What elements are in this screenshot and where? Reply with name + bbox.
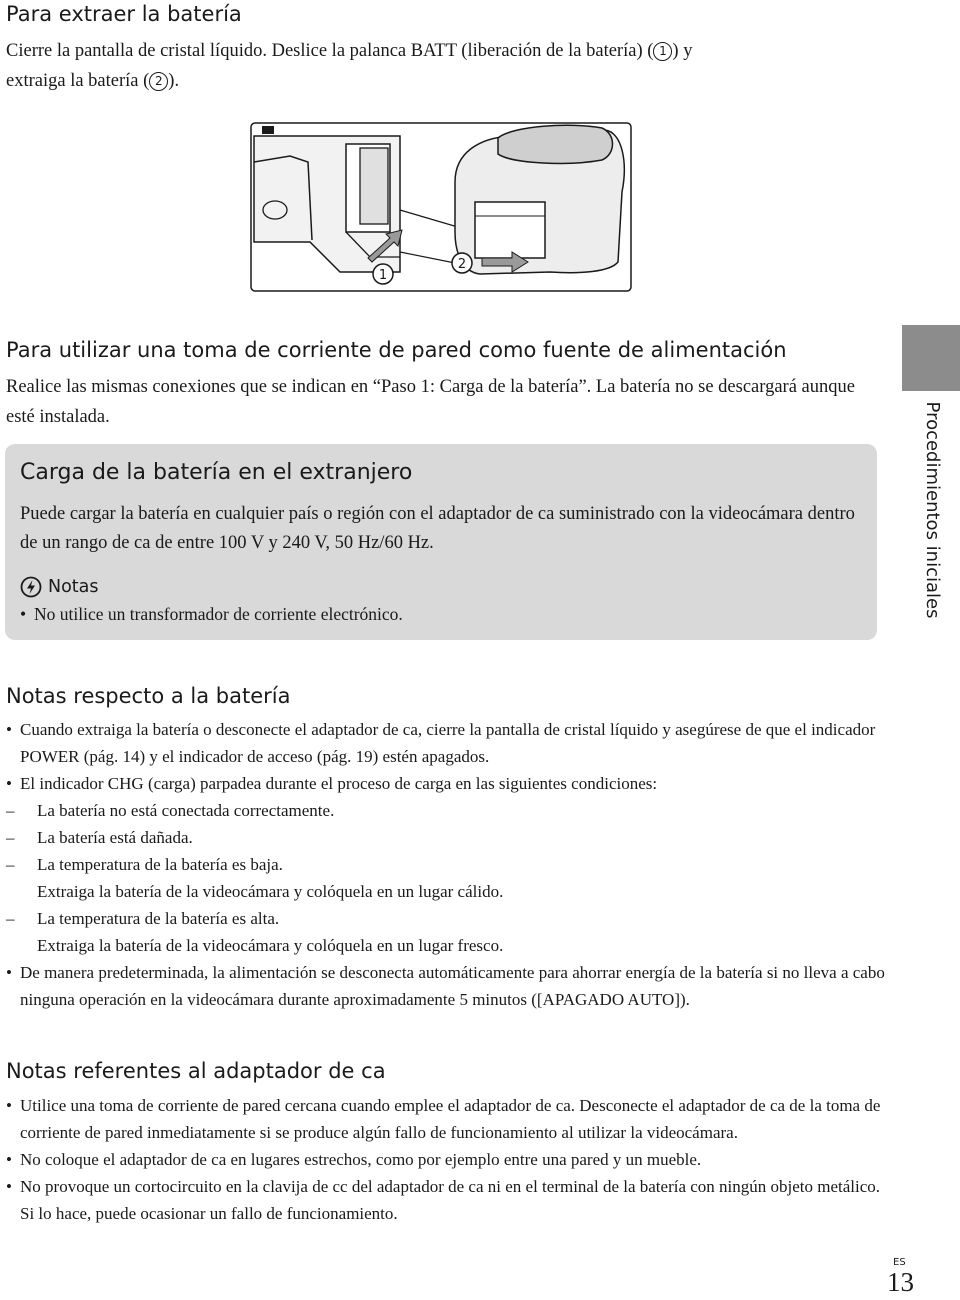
list-item: • No coloque el adaptador de ca en lugares estrechos, como por ejemplo entre una pared y un mueble.	[6, 1150, 702, 1169]
section-title-battery-notes: Notas respecto a la batería	[6, 684, 291, 708]
step-marker-1: 1	[653, 42, 672, 61]
page-number: 13	[887, 1267, 914, 1297]
notes-label: Notas	[48, 577, 99, 597]
overseas-charging-text: Puede cargar la batería en cualquier país o región con el adaptador de ca suministrado con la videocámara dentro de un rango de ca de entre 100 V y 240 V, 50 Hz/60 Hz.	[20, 504, 855, 553]
list-item: • El indicador CHG (carga) parpadea durante el proceso de carga en las siguientes condiciones:	[6, 774, 658, 793]
sub-list-continuation: Extraiga la batería de la videocámara y colóquela en un lugar cálido.	[37, 882, 504, 901]
caution-icon	[20, 576, 42, 598]
figure-callout-2: 2	[457, 257, 467, 272]
battery-notes-list	[6, 716, 891, 1013]
step-marker-2: 2	[149, 72, 168, 91]
sub-list-continuation: Extraiga la batería de la videocámara y colóquela en un lugar fresco.	[37, 936, 504, 955]
list-item: • Cuando extraiga la batería o desconecte el adaptador de ca, cierre la pantalla de cristal líquido y asegúrese de que el indicador POWER (pág. 14) y el indicador de acceso (pág. 19) estén apagados.	[6, 720, 876, 766]
wall-outlet-text: Realice las mismas conexiones que se indican en “Paso 1: Carga de la batería”. La batería no se descargará aunque esté instalada.	[6, 377, 855, 427]
section-title-adapter-notes: Notas referentes al adaptador de ca	[6, 1059, 386, 1083]
battery-removal-illustration	[250, 122, 632, 292]
list-item: • Utilice una toma de corriente de pared cercana cuando emplee el adaptador de ca. Desconecte el adaptador de ca de la toma de corriente de pared inmediatamente si se produce algún fallo de funcionamiento al utilizar la videocámara.	[6, 1096, 881, 1142]
list-item: • De manera predeterminada, la alimentación se desconecta automáticamente para ahorrar energía de la batería si no lleva a cabo ninguna operación en la videocámara durante aproximadamente 5 minutos ([APAGADO AUTO]).	[6, 963, 885, 1009]
notes-bullet: • No utilice un transformador de corriente electrónico.	[20, 604, 403, 624]
camcorder-battery-figure	[250, 122, 632, 292]
list-item: • No provoque un cortocircuito en la clavija de cc del adaptador de ca ni en el terminal de la batería con ningún objeto metálico. Si lo hace, puede ocasionar un fallo de funcionamiento.	[6, 1177, 881, 1223]
bullet-icon: •	[20, 604, 27, 624]
section-title-remove-battery: Para extraer la batería	[6, 2, 242, 26]
language-code: ES	[893, 1257, 906, 1268]
remove-battery-instructions: Cierre la pantalla de cristal líquido. Deslice la palanca BATT (liberación de la batería) ( 1 ) y extraiga la batería ( 2 ).	[6, 41, 693, 91]
adapter-notes-list	[6, 1092, 891, 1227]
notes-heading	[20, 576, 99, 598]
overseas-charging-title: Carga de la batería en el extranjero	[20, 460, 413, 485]
figure-callout-1: 1	[378, 268, 388, 283]
sub-list-item: – La batería no está conectada correctamente.	[6, 801, 335, 820]
side-tab-label: Procedimientos iniciales	[922, 401, 943, 619]
sub-list-item: – La temperatura de la batería es baja.	[6, 855, 283, 874]
section-title-wall-outlet: Para utilizar una toma de corriente de pared como fuente de alimentación	[6, 338, 787, 362]
sub-list-item: – La temperatura de la batería es alta.	[6, 909, 280, 928]
sub-list-item: – La batería está dañada.	[6, 828, 193, 847]
